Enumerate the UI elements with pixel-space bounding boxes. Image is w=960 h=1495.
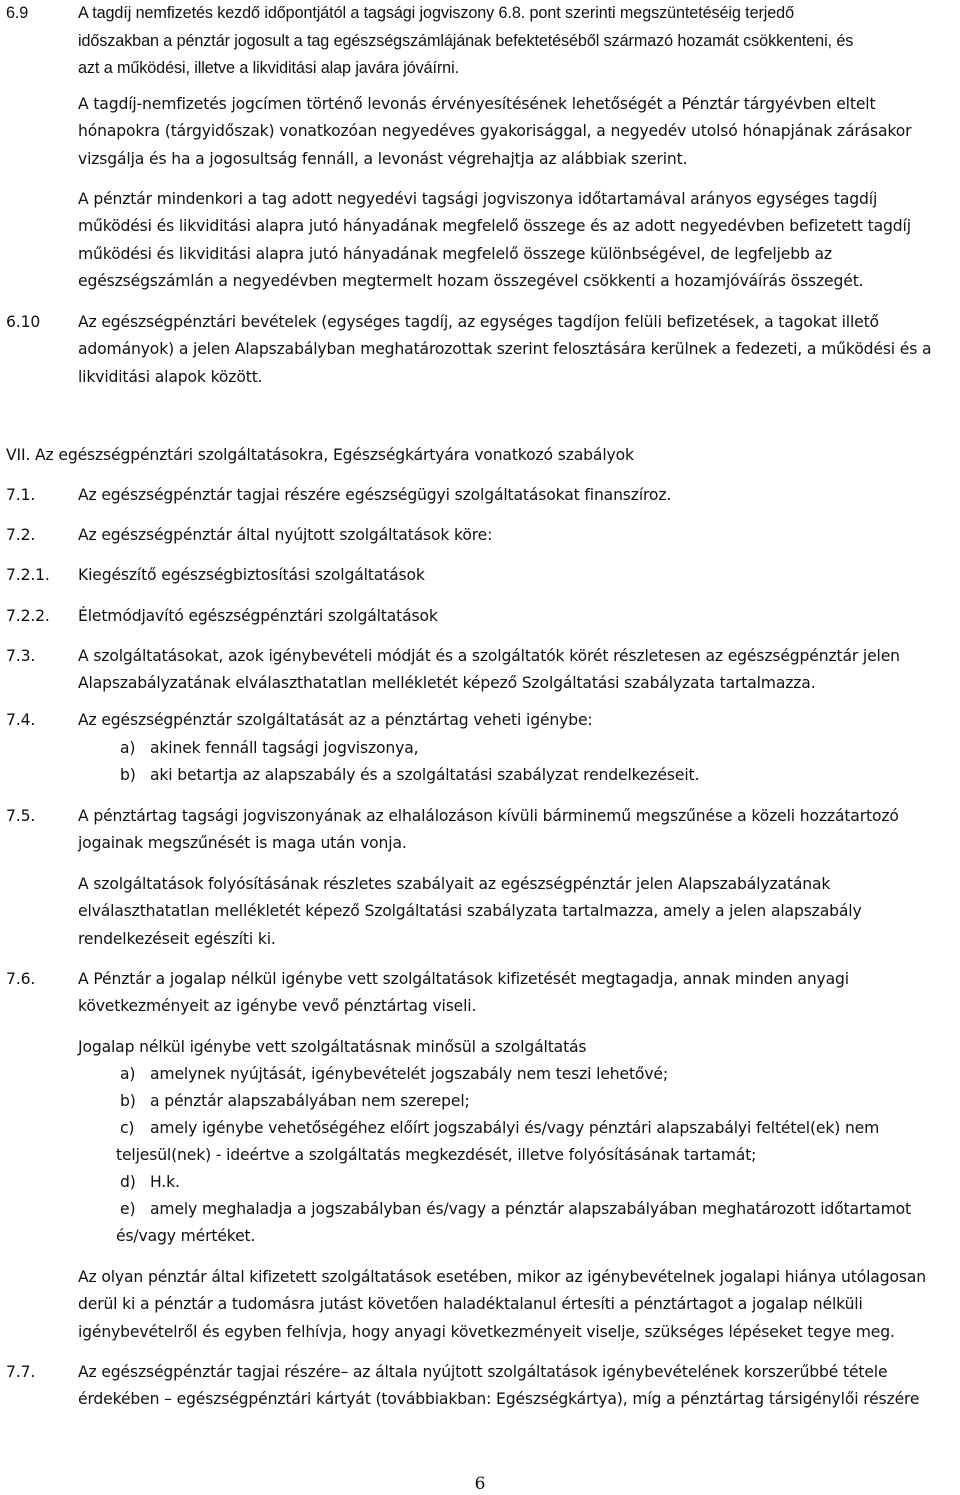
section-7-2-1-text: Kiegészítő egészségbiztosítási szolgáltatások [78,566,425,584]
text-line: elválaszthatatlan mellékletét képező Szolgáltatási szabályzata tartalmazza, amely a jelen alapszabály [78,902,862,921]
text-line: A pénztártag tagsági jogviszonyának az elhalálozáson kívüli bárminemű megszűnése a közeli hozzátartozó [78,807,899,825]
text-line: rendelkezéseit egészíti ki. [78,929,276,948]
text-line: vizsgálja és ha a jogosultság fennáll, a levonást végrehajtja az alábbiak szerint. [78,149,688,168]
section-7-2-text: Az egészségpénztár által nyújtott szolgáltatások köre: [78,526,493,544]
list-item-label: a) [120,739,136,757]
section-7-5-text [78,803,958,858]
text-line: A szolgáltatások folyósításának részletes szabályait az egészségpénztár jelen Alapszabályzatának [78,875,831,893]
text-line: azt a működési, illetve a likviditási alap javára jóváírni. [78,59,459,77]
list-item-label: d) [120,1173,136,1191]
list-item-label: c) [120,1119,135,1137]
list-item-label: a) [120,1065,136,1083]
text-line: adományok) a jelen Alapszabályban meghatározottak szerint felosztására kerülnek a fedezeti, a működési és a [78,340,932,359]
page-number: 6 [474,1474,486,1494]
text-line: működési és likviditási alapra jutó hányadának megfelelő összege különbségével, de legfeljebb az [78,244,832,263]
list-item: aki betartja az alapszabály és a szolgáltatási szabályzat rendelkezéseit. [150,766,700,784]
text-line: derül ki a pénztár a tudomásra jutást követően haladéktalanul értesíti a pénztártagot a jogalap nélküli [78,1295,863,1314]
list-item: a pénztár alapszabályában nem szerepel; [150,1092,470,1110]
text-line: Az egészségpénztár tagjai részére– az általa nyújtott szolgáltatások igénybevételének korszerűbbé tétele [78,1363,888,1381]
list-item-label: e) [120,1200,136,1218]
section-number: 7.5. [6,807,36,825]
section-6-10-text [78,309,958,391]
section-number: 6.9 [6,4,29,22]
section-7-6-intro: Jogalap nélkül igénybe vett szolgáltatásnak minősül a szolgáltatás [78,1038,587,1056]
section-number: 7.2.1. [6,566,50,584]
list-item-label: b) [120,766,136,784]
text-line: érdekében – egészségpénztári kártyát (továbbiakban: Egészségkártya), míg a pénztártag társigénylői részére [78,1390,920,1409]
section-number: 7.3. [6,647,36,665]
list-item: H.k. [150,1173,180,1191]
section-7-7-text [78,1359,958,1414]
text-line: A tagdíj nemfizetés kezdő időpontjától a tagsági jogviszony 6.8. pont szerinti megszüntetéséig terjedő [78,4,794,22]
text-line: időszakban a pénztár jogosult a tag egészségszámlájának befektetéséből származó hozamát csökkenteni, és [78,31,854,50]
section-7-5-paragraph-2 [78,871,958,953]
section-6-9-text [78,0,958,83]
chapter-heading: VII. Az egészségpénztári szolgáltatásokra, Egészségkártyára vonatkozó szabályok [6,446,634,464]
text-line: A pénztár mindenkori a tag adott negyedévi tagsági jogviszonya időtartamával arányos egységes tagdíj [78,190,878,208]
section-7-6-paragraph-3 [78,1264,958,1346]
section-6-9-paragraph-2 [78,91,958,173]
section-7-3-text [78,643,958,698]
section-6-9-paragraph-3 [78,186,958,296]
section-7-2-2-text: Életmódjavító egészségpénztári szolgáltatások [78,607,438,625]
section-number: 7.1. [6,486,36,504]
list-item: amelynek nyújtását, igénybevételét jogszabály nem teszi lehetővé; [150,1065,668,1083]
list-item: amely meghaladja a jogszabályban és/vagy a pénztár alapszabályában meghatározott időtartamot [150,1200,911,1218]
text-line: A szolgáltatásokat, azok igénybevételi módját és a szolgáltatók körét részletesen az egészségpénztár jelen [78,647,900,665]
section-number: 6.10 [6,313,41,331]
text-line: igénybevételről és egyben felhívja, hogy anyagi következményeit viselje, szükséges lépéseket tegye meg. [78,1322,895,1341]
text-line: jogainak megszűnését is maga után vonja. [78,834,407,853]
list-item-continuation: teljesül(nek) - ideértve a szolgáltatás megkezdését, illetve folyósításának tartamát; [116,1146,757,1164]
list-item: akinek fennáll tagsági jogviszonya, [150,739,419,757]
text-line: likviditási alapok között. [78,367,263,386]
list-item-label: b) [120,1092,136,1110]
list-item: amely igénybe vehetőségéhez előírt jogszabályi és/vagy pénztári alapszabályi feltétel(ek) nem [150,1119,880,1137]
section-7-4-text: Az egészségpénztár szolgáltatását az a pénztártag veheti igénybe: [78,711,593,729]
section-number: 7.4. [6,711,36,729]
section-number: 7.6. [6,970,36,988]
section-number: 7.2. [6,526,36,544]
section-number: 7.7. [6,1363,36,1381]
text-line: A tagdíj-nemfizetés jogcímen történő levonás érvényesítésének lehetőségét a Pénztár tárgyévben eltelt [78,95,876,113]
text-line: egészségszámlán a negyedévben megtermelt hozam összegével csökkenti a hozamjóváírás összegét. [78,272,864,291]
text-line: működési és likviditási alapra jutó hányadának megfelelő összege és az adott negyedévben befizetett tagdíj [78,217,911,236]
section-number: 7.2.2. [6,607,50,625]
text-line: következményeit az igénybe vevő pénztártag viseli. [78,997,477,1016]
section-7-1-text: Az egészségpénztár tagjai részére egészségügyi szolgáltatásokat finanszíroz. [78,486,672,504]
text-line: Az olyan pénztár által kifizetett szolgáltatások esetében, mikor az igénybevételnek jogalapi hiánya utólagosan [78,1268,926,1286]
text-line: A Pénztár a jogalap nélkül igénybe vett szolgáltatások kifizetését megtagadja, annak minden anyagi [78,970,849,988]
text-line: hónapokra (tárgyidőszak) vonatkozóan negyedéves gyakorisággal, a negyedév utolsó hónapjának zárásakor [78,122,912,141]
text-line: Az egészségpénztári bevételek (egységes tagdíj, az egységes tagdíjon felüli befizetések, a tagokat illető [78,313,879,331]
section-7-6-text [78,966,958,1021]
text-line: Alapszabályzatának elválaszthatatlan mellékletét képező Szolgáltatási szabályzata tartalmazza. [78,674,816,693]
list-item-continuation: és/vagy mértéket. [116,1227,256,1245]
